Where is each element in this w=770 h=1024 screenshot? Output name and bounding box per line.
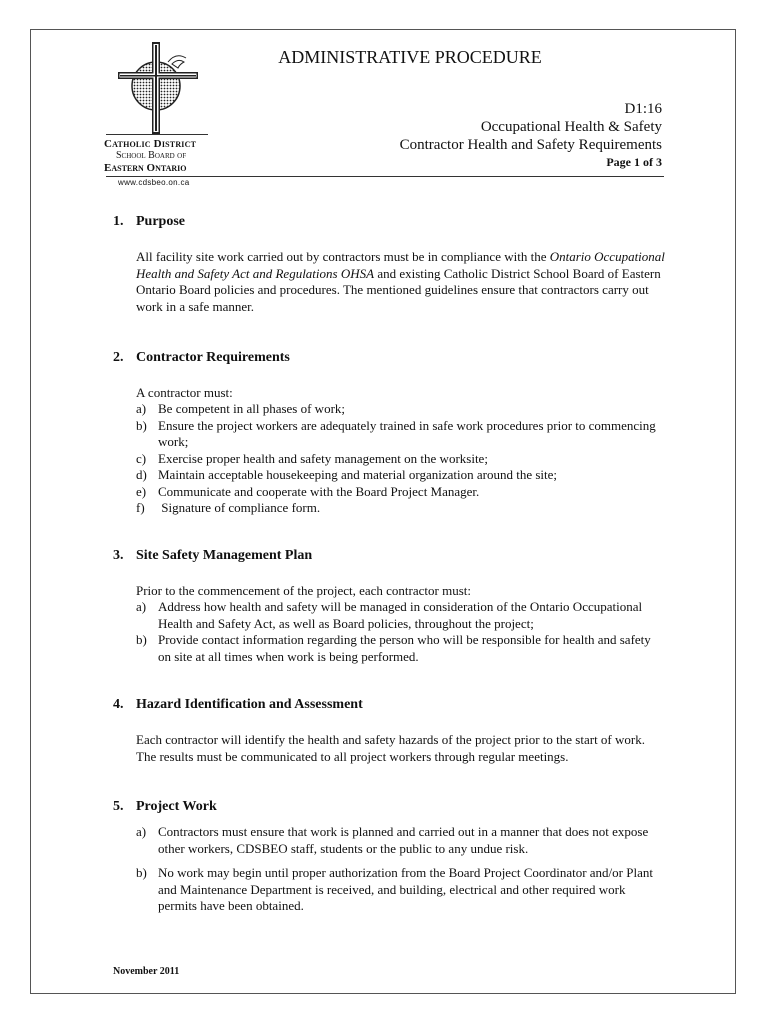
- list-text: Maintain acceptable housekeeping and material organization around the site;: [158, 467, 558, 482]
- document-title: ADMINISTRATIVE PROCEDURE: [278, 47, 542, 67]
- list-item: [136, 418, 666, 451]
- section-number: 4.: [113, 697, 124, 712]
- section-heading-site-safety: [113, 548, 312, 564]
- list-item: [136, 451, 666, 468]
- page-number: Page 1 of 3: [606, 155, 662, 169]
- logo-url: www.cdsbeo.on.ca: [118, 178, 190, 187]
- logo-line-2: School Board of: [116, 150, 187, 161]
- procedure-subject: Contractor Health and Safety Requirements: [399, 137, 662, 153]
- logo-rule-top: [106, 134, 208, 135]
- section-heading-hazard: [113, 697, 363, 713]
- list-text: Provide contact information regarding the person who will be responsible for health and safety on site at all times when work is being performed.: [158, 632, 651, 664]
- section-title: Hazard Identification and Assessment: [136, 697, 363, 712]
- section-number: 1.: [113, 214, 124, 229]
- list-item: [136, 484, 666, 501]
- list-label: a): [136, 401, 147, 416]
- section-title: Contractor Requirements: [136, 350, 290, 365]
- site-safety-intro: Prior to the commencement of the project, each contractor must:: [136, 583, 471, 598]
- section-heading-purpose: [113, 214, 185, 230]
- purpose-paragraph: [136, 249, 666, 315]
- list-text: Ensure the project workers are adequately trained in safe work procedures prior to commencing work;: [158, 417, 656, 449]
- logo-line-1: Catholic District: [104, 138, 197, 150]
- section-title: Purpose: [136, 214, 185, 229]
- section-heading-project-work: [113, 799, 217, 815]
- list-label: a): [136, 824, 147, 839]
- cross-globe-icon: [112, 42, 204, 134]
- list-text: Communicate and cooperate with the Board Project Manager.: [158, 483, 480, 499]
- section-number: 2.: [113, 350, 124, 365]
- list-text: Exercise proper health and safety management on the worksite;: [158, 450, 488, 466]
- list-item: [136, 500, 666, 517]
- procedure-category: Occupational Health & Safety: [480, 119, 662, 135]
- list-label: c): [136, 450, 147, 466]
- list-label: f): [136, 500, 145, 515]
- list-label: a): [136, 599, 147, 614]
- contractor-requirements-intro: A contractor must:: [136, 385, 233, 400]
- hazard-paragraph: Each contractor will identify the health and safety hazards of the project prior to the start of work. The results must be communicated to all project workers through regular meetings.: [136, 732, 645, 764]
- list-text: Be competent in all phases of work;: [158, 401, 346, 416]
- list-item: [136, 824, 666, 857]
- section-title: Site Safety Management Plan: [136, 548, 313, 563]
- list-item: [136, 632, 666, 665]
- list-item: [136, 865, 666, 915]
- list-label: d): [136, 467, 147, 482]
- purpose-text-a: All facility site work carried out by contractors must be in compliance with the: [136, 249, 550, 264]
- project-work-list: [136, 824, 666, 923]
- list-item: [136, 599, 666, 632]
- logo-rule-bottom: [106, 176, 208, 177]
- list-label: b): [136, 632, 147, 647]
- list-text: Signature of compliance form.: [158, 500, 321, 515]
- section-number: 5.: [113, 799, 124, 814]
- site-safety-list: [136, 599, 666, 665]
- list-label: b): [136, 417, 147, 433]
- list-item: [136, 467, 666, 484]
- header-rule: [208, 176, 664, 177]
- board-logo: [104, 42, 212, 192]
- contractor-requirements-list: [136, 401, 666, 517]
- logo-wordmark: [104, 138, 212, 174]
- purpose-text-b: and existing Catholic District School Board of Eastern Ontario Board policies and procedures. The mentioned guidelines ensure that contractors carry out work in a safe manner.: [136, 265, 661, 314]
- section-title: Project Work: [136, 799, 217, 814]
- section-number: 3.: [113, 548, 124, 563]
- section-heading-contractor-requirements: [113, 350, 290, 366]
- purpose-text-italic: Ontario Occupational Health and Safety Act and Regulations OHSA: [136, 249, 665, 281]
- list-label: b): [136, 865, 147, 880]
- list-text: Contractors must ensure that work is planned and carried out in a manner that does not expose other workers, CDSBEO staff, students or the public to any undue risk.: [158, 824, 649, 856]
- list-item: [136, 401, 666, 418]
- list-text: Address how health and safety will be managed in consideration of the Ontario Occupational Health and Safety Act, as well as Board policies, throughout the project;: [158, 599, 643, 631]
- list-label: e): [136, 483, 147, 499]
- logo-line-3: Eastern Ontario: [104, 162, 187, 174]
- list-text: No work may begin until proper authorization from the Board Project Coordinator and/or Plant and Maintenance Department is received, and building, electrical and other required work permits have been obtained.: [158, 865, 653, 913]
- procedure-code: D1:16: [624, 101, 662, 117]
- footer-date: November 2011: [113, 966, 180, 977]
